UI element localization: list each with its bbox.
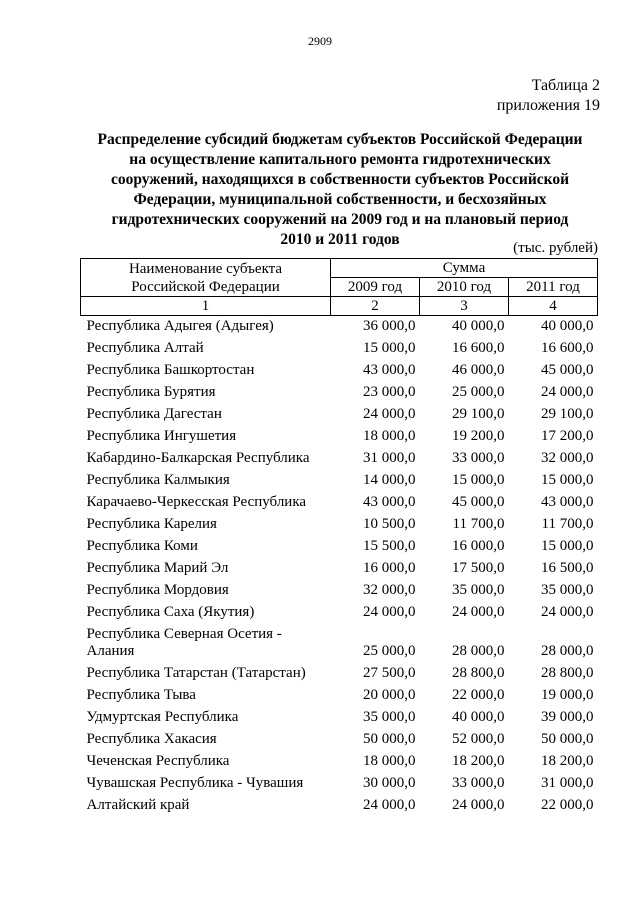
region-name: Республика Алтай [86, 340, 204, 356]
region-name: Республика Хакасия [86, 731, 217, 747]
value-2010: 11 700,0 [452, 516, 505, 532]
page-number: 2909 [308, 34, 332, 48]
title-line: Федерации, муниципальной собственности, и бесхозяйных [133, 191, 547, 208]
value-2011: 40 000,0 [541, 318, 594, 334]
value-2011: 22 000,0 [541, 797, 594, 813]
region-name: Чеченская Республика [86, 753, 230, 769]
value-2009: 20 000,0 [363, 687, 416, 703]
column-number: 4 [509, 297, 598, 316]
title-line: 2010 и 2011 годов [280, 231, 400, 248]
header-year-2009: 2009 год [331, 278, 420, 297]
region-name: Республика Бурятия [86, 384, 216, 400]
column-number: 1 [81, 297, 331, 316]
value-2010: 22 000,0 [452, 687, 505, 703]
table-row [81, 492, 598, 514]
value-2011: 32 000,0 [541, 450, 594, 466]
value-2009: 43 000,0 [363, 494, 416, 510]
table-row [81, 448, 598, 470]
value-2011: 29 100,0 [541, 406, 594, 422]
value-2009: 18 000,0 [363, 753, 416, 769]
value-2009: 36 000,0 [363, 318, 416, 334]
value-2010: 40 000,0 [452, 318, 505, 334]
region-name: Республика Татарстан (Татарстан) [86, 665, 306, 681]
region-name: Кабардино-Балкарская Республика [86, 450, 310, 466]
value-2009: 23 000,0 [363, 384, 416, 400]
value-2009: 24 000,0 [363, 797, 416, 813]
region-name: Республика Дагестан [86, 406, 222, 422]
header-sum: Сумма [331, 259, 598, 278]
value-2009: 25 000,0 [363, 643, 416, 659]
units-label: (тыс. рублей) [513, 240, 598, 256]
value-2009: 15 000,0 [363, 340, 416, 356]
title-line: гидротехнических сооружений на 2009 год и на плановый период [111, 211, 569, 228]
value-2011: 45 000,0 [541, 362, 594, 378]
value-2011: 16 600,0 [541, 340, 594, 356]
table-row [81, 338, 598, 360]
value-2011: 11 700,0 [541, 516, 594, 532]
value-2010: 28 800,0 [452, 665, 505, 681]
region-name: Республика Саха (Якутия) [86, 604, 255, 620]
value-2011: 28 800,0 [541, 665, 594, 681]
value-2010: 29 100,0 [452, 406, 505, 422]
value-2011: 24 000,0 [541, 384, 594, 400]
value-2010: 35 000,0 [452, 582, 505, 598]
value-2011: 31 000,0 [541, 775, 594, 791]
value-2009: 24 000,0 [363, 604, 416, 620]
value-2010: 24 000,0 [452, 797, 505, 813]
table-row [81, 404, 598, 426]
value-2010: 40 000,0 [452, 709, 505, 725]
value-2009: 15 500,0 [363, 538, 416, 554]
region-name: Чувашская Республика - Чувашия [86, 775, 304, 791]
region-name: Алтайский край [86, 797, 190, 813]
subsidy-table [80, 258, 598, 817]
value-2010: 15 000,0 [452, 472, 505, 488]
region-name: Республика Башкортостан [86, 362, 255, 378]
value-2009: 50 000,0 [363, 731, 416, 747]
value-2011: 19 000,0 [541, 687, 594, 703]
table-row [81, 729, 598, 751]
header-row [81, 259, 598, 278]
table-row [81, 316, 598, 339]
title-line: Распределение субсидий бюджетам субъектов Российской Федерации [97, 131, 583, 148]
region-name: Республика Коми [86, 538, 198, 554]
value-2010: 19 200,0 [452, 428, 505, 444]
header-year-2010: 2010 год [420, 278, 509, 297]
value-2010: 46 000,0 [452, 362, 505, 378]
document-title [80, 130, 600, 250]
table-row [81, 536, 598, 558]
region-name: Республика Адыгея (Адыгея) [86, 318, 274, 334]
value-2009: 16 000,0 [363, 560, 416, 576]
value-2010: 33 000,0 [452, 450, 505, 466]
region-name: Карачаево-Черкесская Республика [86, 494, 307, 510]
value-2010: 16 000,0 [452, 538, 505, 554]
value-2010: 28 000,0 [452, 643, 505, 659]
header-year-2011: 2011 год [509, 278, 598, 297]
header-name [81, 259, 331, 297]
region-name: Республика Марий Эл [86, 560, 229, 576]
title-line: сооружений, находящихся в собственности субъектов Российской [110, 171, 570, 188]
value-2011: 15 000,0 [541, 472, 594, 488]
value-2011: 16 500,0 [541, 560, 594, 576]
value-2011: 24 000,0 [541, 604, 594, 620]
value-2009: 30 000,0 [363, 775, 416, 791]
value-2011: 17 200,0 [541, 428, 594, 444]
table-row [81, 580, 598, 602]
value-2011: 28 000,0 [541, 643, 594, 659]
header-name-line1: Наименование субъекта [128, 260, 283, 277]
value-2011: 18 200,0 [541, 753, 594, 769]
value-2011: 15 000,0 [541, 538, 594, 554]
table-row [81, 360, 598, 382]
value-2009: 18 000,0 [363, 428, 416, 444]
value-2009: 27 500,0 [363, 665, 416, 681]
value-2011: 43 000,0 [541, 494, 594, 510]
table-reference [497, 76, 600, 116]
table-row [81, 514, 598, 536]
value-2010: 45 000,0 [452, 494, 505, 510]
region-name: Республика Ингушетия [86, 428, 237, 444]
table-row [81, 707, 598, 729]
value-2009: 10 500,0 [363, 516, 416, 532]
table-row [81, 624, 598, 663]
value-2009: 43 000,0 [363, 362, 416, 378]
table-row [81, 558, 598, 580]
value-2009: 14 000,0 [363, 472, 416, 488]
table-ref-line2: приложения 19 [496, 97, 600, 114]
table-row [81, 382, 598, 404]
value-2010: 52 000,0 [452, 731, 505, 747]
table-row [81, 751, 598, 773]
value-2010: 33 000,0 [452, 775, 505, 791]
table-ref-line1: Таблица 2 [531, 77, 600, 94]
column-numbers-row [81, 297, 598, 316]
table-row [81, 663, 598, 685]
region-name: Республика Калмыкия [86, 472, 230, 488]
table-row [81, 795, 598, 817]
table-row [81, 773, 598, 795]
value-2011: 39 000,0 [541, 709, 594, 725]
table-row [81, 685, 598, 707]
region-name: Республика Северная Осетия - Алания [86, 626, 282, 659]
value-2010: 17 500,0 [452, 560, 505, 576]
column-number: 3 [420, 297, 509, 316]
value-2010: 16 600,0 [452, 340, 505, 356]
region-name: Удмуртская Республика [86, 709, 239, 725]
header-name-line2: Российской Федерации [131, 278, 280, 295]
value-2010: 24 000,0 [452, 604, 505, 620]
value-2009: 35 000,0 [363, 709, 416, 725]
column-number: 2 [331, 297, 420, 316]
table-row [81, 602, 598, 624]
value-2009: 32 000,0 [363, 582, 416, 598]
region-name: Республика Карелия [86, 516, 217, 532]
table-row [81, 426, 598, 448]
table-row [81, 470, 598, 492]
value-2009: 24 000,0 [363, 406, 416, 422]
value-2009: 31 000,0 [363, 450, 416, 466]
region-name: Республика Тыва [86, 687, 196, 703]
value-2010: 25 000,0 [452, 384, 505, 400]
value-2011: 35 000,0 [541, 582, 594, 598]
title-line: на осуществление капитального ремонта гидротехнических [129, 151, 551, 168]
value-2010: 18 200,0 [452, 753, 505, 769]
value-2011: 50 000,0 [541, 731, 594, 747]
region-name: Республика Мордовия [86, 582, 229, 598]
